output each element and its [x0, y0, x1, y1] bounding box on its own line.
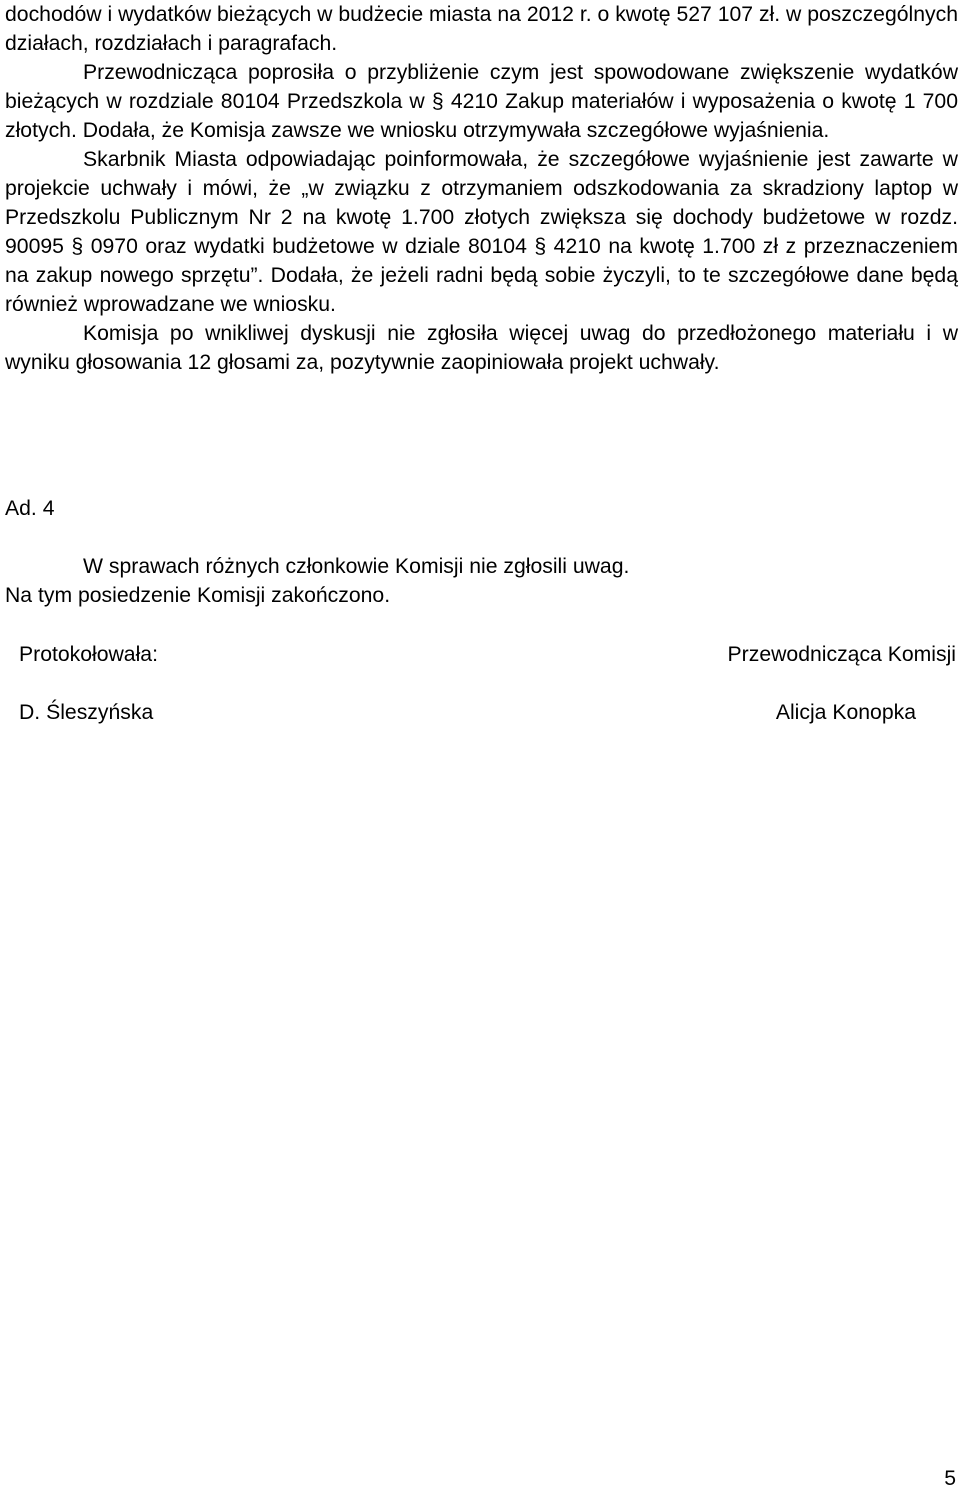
closing-line-meeting-ended: Na tym posiedzenie Komisji zakończono.: [5, 584, 391, 607]
signature-right-role: Przewodnicząca Komisji: [727, 643, 956, 666]
body-text: [5, 0, 958, 377]
signature-left-role: Protokołowała:: [19, 643, 158, 666]
page-number: 5: [944, 1467, 956, 1490]
closing-line-other-matters: W sprawach różnych członkowie Komisji nie zgłosili uwag.: [83, 555, 630, 578]
paragraph-treasurer-answer: Skarbnik Miasta odpowiadając poinformowała, że szczegółowe wyjaśnienie jest zawarte w projekcie uchwały i mówi, że „w związku z otrzymaniem odszkodowania za skradziony laptop w Przedszkolu Publicznym Nr 2 na kwotę 1.700 złotych zwiększa się dochody budżetowe w rozdz. 90095 § 0970 oraz wydatki budżetowe w dziale 80104 § 4210 na kwotę 1.700 zł z przeznaczeniem na zakup nowego sprzętu”. Dodała, że jeżeli radni będą sobie życzyli, to te szczegółowe dane będą również wprowadzane we wniosku.: [5, 148, 958, 316]
section-heading: Ad. 4: [5, 497, 55, 520]
paragraph-continuation: dochodów i wydatków bieżących w budżecie miasta na 2012 r. o kwotę 527 107 zł. w poszczególnych działach, rozdziałach i paragrafach.: [5, 3, 958, 55]
signature-right-name: Alicja Konopka: [775, 701, 916, 724]
document-page: [5, 0, 960, 1495]
signature-left-name: D. Śleszyńska: [19, 701, 154, 724]
paragraph-commission-vote: Komisja po wnikliwej dyskusji nie zgłosiła więcej uwag do przedłożonego materiału i w wyniku głosowania 12 głosami za, pozytywnie zaopiniowała projekt uchwały.: [5, 322, 958, 374]
paragraph-chairwoman-question: Przewodnicząca poprosiła o przybliżenie czym jest spowodowane zwiększenie wydatków bieżących w rozdziale 80104 Przedszkola w § 4210 Zakup materiałów i wyposażenia o kwotę 1 700 złotych. Dodała, że Komisja zawsze we wniosku otrzymywała szczegółowe wyjaśnienia.: [5, 61, 958, 142]
